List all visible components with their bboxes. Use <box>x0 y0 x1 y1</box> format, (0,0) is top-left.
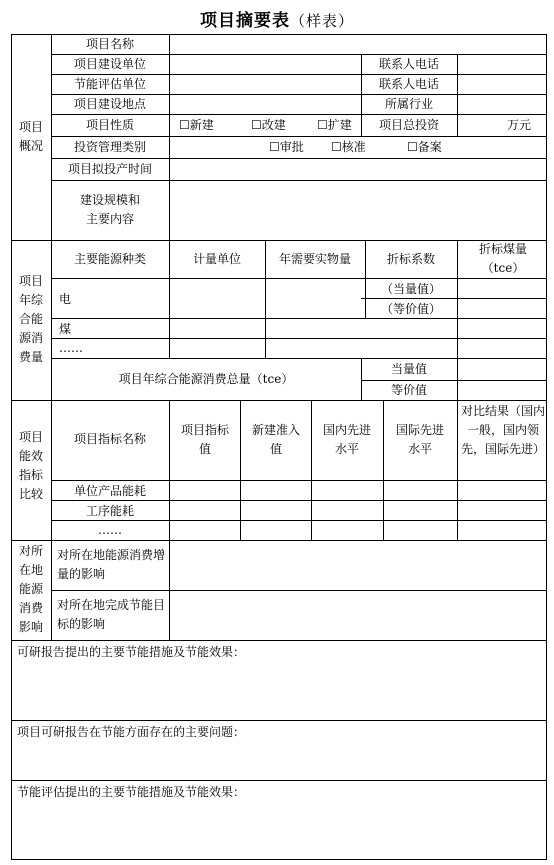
label-scale: 建设规模和主要内容 <box>79 193 140 226</box>
label-builder: 项目建设单位 <box>73 57 146 71</box>
label-total-consumption: 项目年综合能源消费总量（tce） <box>118 372 294 386</box>
energy-section-label: 项目年综合能源消费量 <box>18 274 43 364</box>
row-coal: 煤 <box>59 322 72 336</box>
impact-section-label: 对所在地能源消费影响 <box>18 544 43 634</box>
summary-table <box>11 34 547 860</box>
header-domestic-advanced: 国内先进水平 <box>322 423 371 456</box>
checkbox-expand[interactable]: ☐扩建 <box>317 118 352 132</box>
header-comparison-result: 对比结果（国内一般，国内领先，国际先进） <box>461 404 546 456</box>
header-indicator-value: 项目指标值 <box>181 423 230 456</box>
checkbox-rebuild[interactable]: ☐改建 <box>251 118 286 132</box>
header-factor: 折标系数 <box>386 252 435 266</box>
header-amount: 年需要实物量 <box>278 252 351 266</box>
label-total-investment: 项目总投资 <box>378 118 439 132</box>
header-coal-equivalent: 折标煤量（tce） <box>478 242 527 275</box>
title-text: 项目摘要表 <box>199 11 290 31</box>
form-title <box>0 6 554 31</box>
row-more-energy: …… <box>59 341 83 355</box>
elec-equiv-value: （等价值） <box>380 302 441 316</box>
row-process: 工序能耗 <box>85 504 134 518</box>
checkbox-approve[interactable]: ☐审批 <box>269 140 304 154</box>
label-feasibility-measures: 可研报告提出的主要节能措施及节能效果： <box>17 645 246 659</box>
checkbox-new[interactable]: ☐新建 <box>179 118 214 132</box>
label-impact-increase: 对所在地能源消费增量的影响 <box>57 548 166 581</box>
header-energy-type: 主要能源种类 <box>73 252 146 266</box>
label-contact-1: 联系人电话 <box>378 57 439 71</box>
subtitle-text: （样表） <box>289 12 354 30</box>
label-evaluation-measures: 节能评估提出的主要节能措施及节能效果： <box>17 785 246 799</box>
header-international-advanced: 国际先进水平 <box>395 423 444 456</box>
overview-section-label: 项目概况 <box>18 120 43 153</box>
checkbox-record[interactable]: ☐备案 <box>407 140 442 154</box>
label-nature: 项目性质 <box>85 118 134 132</box>
elec-equiv-calc: （当量值） <box>380 282 441 296</box>
total-equiv-value: 等价值 <box>390 383 427 397</box>
label-management-type: 投资管理类别 <box>73 140 146 154</box>
label-start-time: 项目拟投产时间 <box>67 162 152 176</box>
efficiency-section-label: 项目能效指标比较 <box>18 430 43 501</box>
header-unit: 计量单位 <box>192 252 241 266</box>
header-entry-value: 新建准入值 <box>252 423 301 456</box>
checkbox-verify[interactable]: ☐核准 <box>331 140 366 154</box>
unit-wan-yuan: 万元 <box>507 118 532 132</box>
row-unit-product: 单位产品能耗 <box>73 484 146 498</box>
label-feasibility-problems: 项目可研报告在节能方面存在的主要问题： <box>17 725 246 739</box>
row-more-efficiency: …… <box>98 523 122 537</box>
label-contact-2: 联系人电话 <box>378 77 439 91</box>
label-impact-target: 对所在地完成节能目标的影响 <box>57 598 166 631</box>
label-industry: 所属行业 <box>384 97 433 111</box>
header-indicator-name: 项目指标名称 <box>73 432 146 446</box>
row-electricity: 电 <box>59 292 72 306</box>
label-project-name: 项目名称 <box>85 37 134 51</box>
label-evaluator: 节能评估单位 <box>73 77 146 91</box>
label-location: 项目建设地点 <box>73 97 146 111</box>
total-equiv-calc: 当量值 <box>390 362 427 376</box>
